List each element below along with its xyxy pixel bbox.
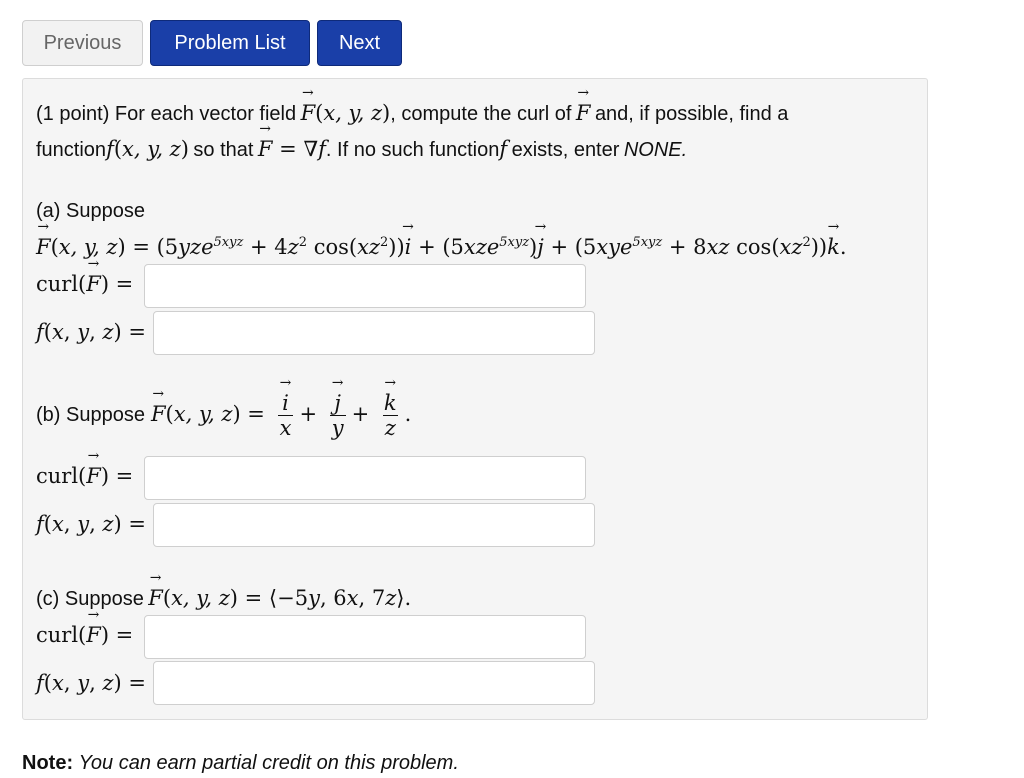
part-b-curl-label: curl(→ F) = xyxy=(36,464,133,488)
partial-credit-note: Note: You can earn partial credit on this problem. xyxy=(22,752,459,774)
part-c-f-input[interactable] xyxy=(153,661,595,705)
problem-navigation xyxy=(22,20,402,66)
part-c-f-label: f(x, y, z) = xyxy=(36,671,146,695)
previous-button[interactable]: Previous xyxy=(22,20,143,66)
part-a-curl-label: curl(→ F) = xyxy=(36,272,133,296)
part-a-curl-input[interactable] xyxy=(144,264,586,308)
part-b-curl-input[interactable] xyxy=(144,456,586,500)
part-c-line: (c) Suppose → F(x, y, z) = ⟨−5y, 6x, 7z⟩. xyxy=(36,586,411,611)
part-c-field: → F(x, y, z) = ⟨−5y, 6x, 7z⟩. xyxy=(148,586,411,610)
part-a-f-input[interactable] xyxy=(153,311,595,355)
part-b-f-input[interactable] xyxy=(153,503,595,547)
problem-panel xyxy=(22,78,928,720)
part-a-heading: (a) Suppose xyxy=(36,200,145,222)
part-b-field: → F(x, y, z) = → $\frac{i}{x}$ + → $\frac{j}{y}$ + → $\frac{k}{z}$ . xyxy=(151,391,411,440)
intro-line-1: (1 point) For each vector field → F(x, y, z), compute the curl of → F and, if possible, find a xyxy=(36,101,788,126)
part-c-curl-label: curl(→ F) = xyxy=(36,623,133,647)
part-c-curl-input[interactable] xyxy=(144,615,586,659)
part-a-f-label: f(x, y, z) = xyxy=(36,320,146,344)
vector-field-symbol: → F(x, y, z) xyxy=(301,101,391,125)
problem-list-button[interactable]: Problem List xyxy=(150,20,310,66)
next-button[interactable]: Next xyxy=(317,20,402,66)
part-a-field: → F(x, y, $z) = (5yze^{5xyz} + 4z^2$ $\cos(xz^2))\to i + (5xze^{5xyz})\to j + (5xye^{5xyz} + 8xz$ $\cos(xz^2))\to k$. xyxy=(36,235,847,259)
intro-line-2: functionf(x, y, z) so that → F = ∇f. If no such functionf exists, enter NONE. xyxy=(36,137,687,162)
part-b-f-label: f(x, y, z) = xyxy=(36,512,146,536)
part-b-line: (b) Suppose → F(x, y, z) = → $\frac{i}{x}$ + → $\frac{j}{y}$ + → $\frac{k}{z}$ . xyxy=(36,391,411,440)
